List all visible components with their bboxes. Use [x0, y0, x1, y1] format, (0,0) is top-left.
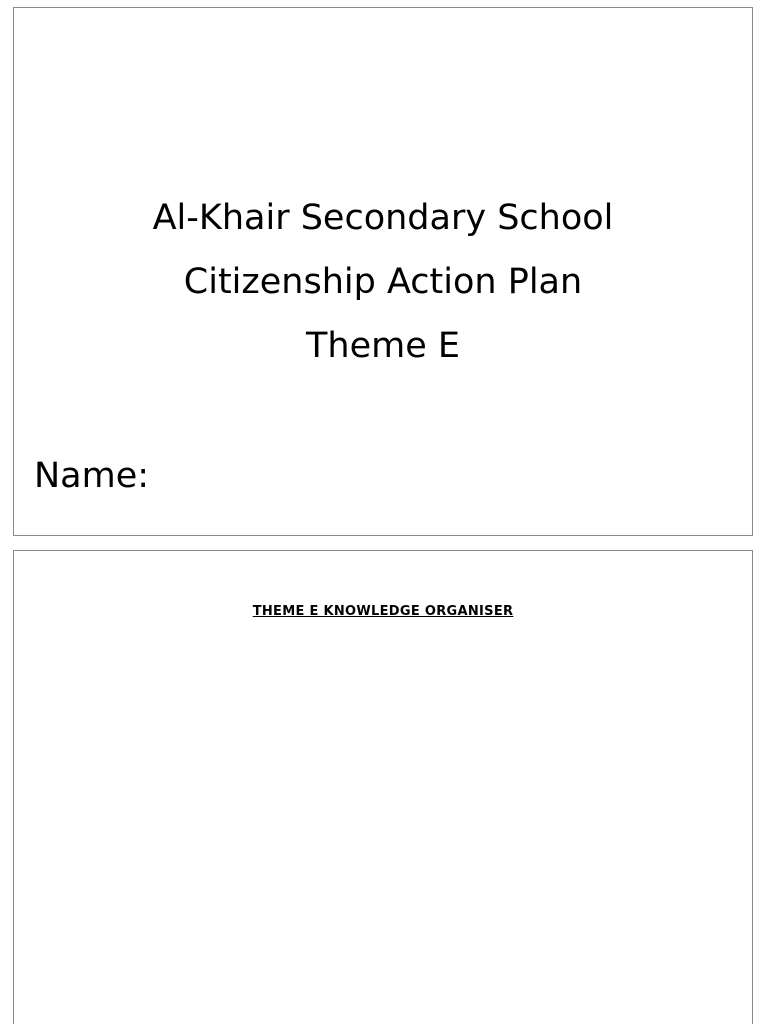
cover-page [13, 7, 753, 536]
school-name: Al-Khair Secondary School [152, 198, 614, 238]
plan-title: Citizenship Action Plan [183, 262, 583, 302]
knowledge-organiser-heading: THEME E KNOWLEDGE ORGANISER [252, 604, 514, 619]
knowledge-organiser-page [13, 550, 753, 1024]
name-label: Name: [34, 456, 150, 496]
theme-title: Theme E [306, 326, 460, 366]
